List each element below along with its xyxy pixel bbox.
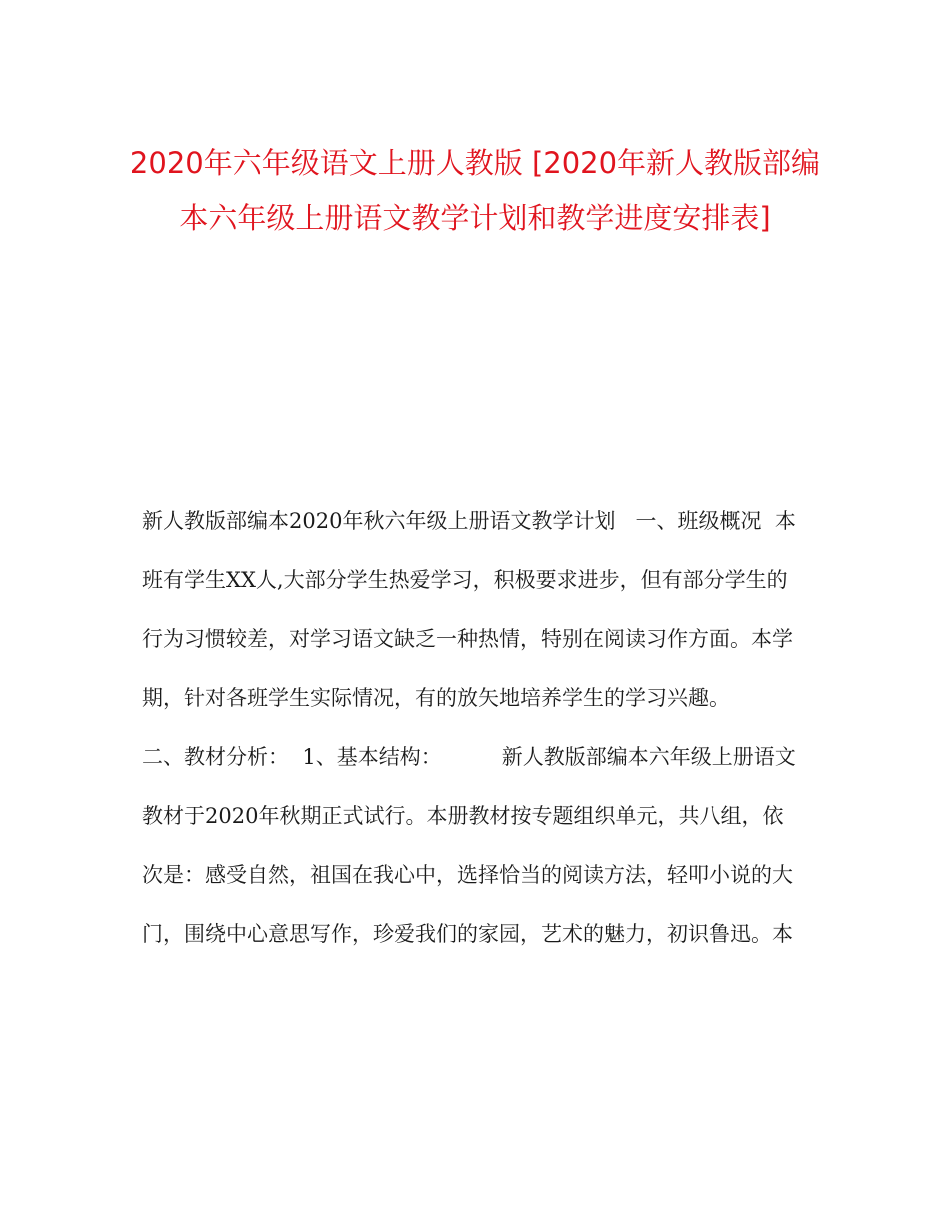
body-line: 门，围绕中心意思写作，珍爱我们的家园，艺术的魅力，初识鲁迅。本	[142, 922, 793, 946]
body-line: 教材于2020年秋期正式试行。本册教材按专题组织单元，共八组，依	[142, 804, 784, 828]
body-line: 新人教版部编本2020年秋六年级上册语文教学计划 一、班级概况 本	[142, 509, 796, 533]
body-line: 期，针对各班学生实际情况，有的放矢地培养学生的学习兴趣。	[142, 686, 730, 710]
body-line: 行为习惯较差，对学习语文缺乏一种热情，特别在阅读习作方面。本学	[142, 627, 793, 651]
body-line: 班有学生XX人,大部分学生热爱学习，积极要求进步，但有部分学生的	[142, 568, 788, 592]
body-line: 二、教材分析： 1、基本结构： 新人教版部编本六年级上册语文	[142, 745, 796, 769]
body-line: 次是：感受自然，祖国在我心中，选择恰当的阅读方法，轻叩小说的大	[142, 863, 793, 887]
title-line: 2020年六年级语文上册人教版 [2020年新人教版部编	[129, 146, 821, 180]
document-title	[120, 136, 830, 246]
title-line: 本六年级上册语文教学计划和教学进度安排表]	[179, 201, 771, 235]
document-body	[142, 492, 822, 964]
